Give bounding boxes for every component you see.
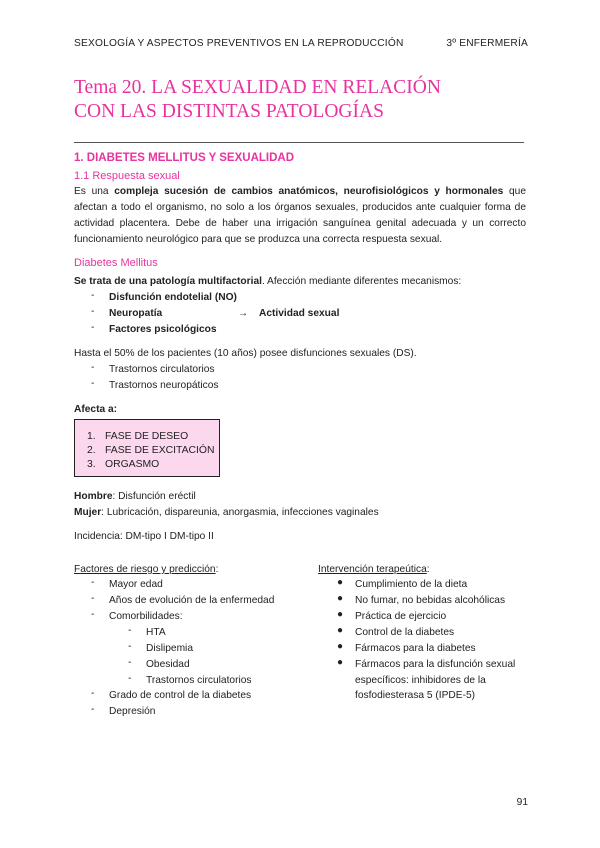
bullet-icon: ●	[337, 657, 344, 668]
phases-box	[74, 419, 220, 477]
risk-item: Años de evolución de la enfermedad	[109, 595, 275, 606]
intervention-item: Control de la diabetes	[355, 627, 455, 638]
sexual-activity-label: Actividad sexual	[259, 308, 340, 319]
dash-marker: -	[91, 577, 95, 588]
dash-marker: -	[91, 290, 95, 301]
phase-item: 3. ORGASMO	[87, 459, 160, 470]
ds-type-item: Trastornos neuropáticos	[109, 380, 219, 391]
dash-marker: -	[128, 625, 132, 636]
risk-item: Comorbilidades:	[109, 611, 183, 622]
page-title	[74, 76, 534, 124]
bullet-icon: ●	[337, 593, 344, 604]
dm-intro	[74, 274, 461, 289]
subsection-heading: 1.1 Respuesta sexual	[74, 170, 180, 182]
dash-marker: -	[91, 306, 95, 317]
arrow-icon: →	[238, 308, 249, 319]
dash-marker: -	[128, 641, 132, 652]
woman-effects: Mujer: Lubricación, dispareunia, anorgasmia, infecciones vaginales	[74, 507, 379, 518]
dm-intro-bold: Se trata de una patología multifactorial	[74, 276, 262, 287]
risk-item: Grado de control de la diabetes	[109, 690, 252, 701]
affects-label: Afecta a:	[74, 404, 118, 415]
title-divider	[74, 142, 524, 143]
ds-statistic: Hasta el 50% de los pacientes (10 años) posee disfunciones sexuales (DS).	[74, 348, 417, 359]
title-line-2: CON LAS DISTINTAS PATOLOGÍAS	[74, 101, 384, 122]
intervention-item: Fármacos para la diabetes	[355, 643, 476, 654]
mechanism-item: Neuropatía	[109, 308, 163, 319]
dash-marker: -	[91, 593, 95, 604]
intervention-item: Fármacos para la disfunción sexual	[355, 659, 516, 670]
bullet-icon: ●	[337, 577, 344, 588]
dash-marker: -	[128, 657, 132, 668]
man-effects: Hombre: Disfunción eréctil	[74, 491, 196, 502]
para-post: que afectan a todo el organismo, no solo a los órganos sexuales, producidos ante cualquier forma de actividad placentera. Debe de haber una irrigación sanguínea genital adecuada y un correcto funcionamiento neurológico para que se produzca una correcta respuesta sexual.	[74, 186, 526, 245]
dm-intro-rest: . Afección mediante diferentes mecanismos:	[261, 276, 462, 287]
intervention-item-continued: fosfodiesterasa 5 (IPDE-5)	[355, 690, 476, 701]
sexual-response-paragraph	[74, 184, 526, 248]
intervention-item: Cumplimiento de la dieta	[355, 579, 468, 590]
risk-item: Depresión	[109, 706, 156, 717]
phase-item: 2. FASE DE EXCITACIÓN	[87, 445, 215, 456]
title-line-1: Tema 20. LA SEXUALIDAD EN RELACIÓN	[74, 77, 441, 98]
mechanism-item: Disfunción endotelial (NO)	[109, 292, 237, 303]
incidence-line: Incidencia: DM-tipo I DM-tipo II	[74, 531, 214, 542]
bullet-icon: ●	[337, 641, 344, 652]
risk-factors-title: Factores de riesgo y predicción:	[74, 564, 219, 575]
risk-item: Mayor edad	[109, 579, 163, 590]
para-pre: Es una	[74, 186, 115, 197]
ds-type-item: Trastornos circulatorios	[109, 364, 215, 375]
dash-marker: -	[91, 378, 95, 389]
mechanism-item: Factores psicológicos	[109, 324, 217, 335]
phase-item: 1. FASE DE DESEO	[87, 431, 189, 442]
dash-marker: -	[91, 322, 95, 333]
dash-marker: -	[128, 673, 132, 684]
dash-marker: -	[91, 609, 95, 620]
page-number: 91	[516, 797, 528, 808]
intervention-title: Intervención terapeútica:	[318, 564, 430, 575]
section-heading: 1. DIABETES MELLITUS Y SEXUALIDAD	[74, 152, 295, 164]
intervention-item: No fumar, no bebidas alcohólicas	[355, 595, 506, 606]
header-subject: SEXOLOGÍA Y ASPECTOS PREVENTIVOS EN LA REPRODUCCIÓN	[74, 38, 404, 49]
bullet-icon: ●	[337, 609, 344, 620]
intervention-item: Práctica de ejercicio	[355, 611, 447, 622]
para-bold: compleja sucesión de cambios anatómicos, neurofisiológicos y hormonales	[114, 186, 504, 197]
dash-marker: -	[91, 362, 95, 373]
intervention-item-continued: específicos: inhibidores de la	[355, 675, 486, 686]
comorbidity-item: Dislipemia	[146, 643, 193, 654]
dash-marker: -	[91, 688, 95, 699]
header-course: 3º ENFERMERÍA	[446, 38, 528, 49]
comorbidity-item: Obesidad	[146, 659, 190, 670]
comorbidity-item: HTA	[146, 627, 166, 638]
dm-heading: Diabetes Mellitus	[74, 257, 158, 269]
dash-marker: -	[91, 704, 95, 715]
comorbidity-item: Trastornos circulatorios	[146, 675, 252, 686]
bullet-icon: ●	[337, 625, 344, 636]
